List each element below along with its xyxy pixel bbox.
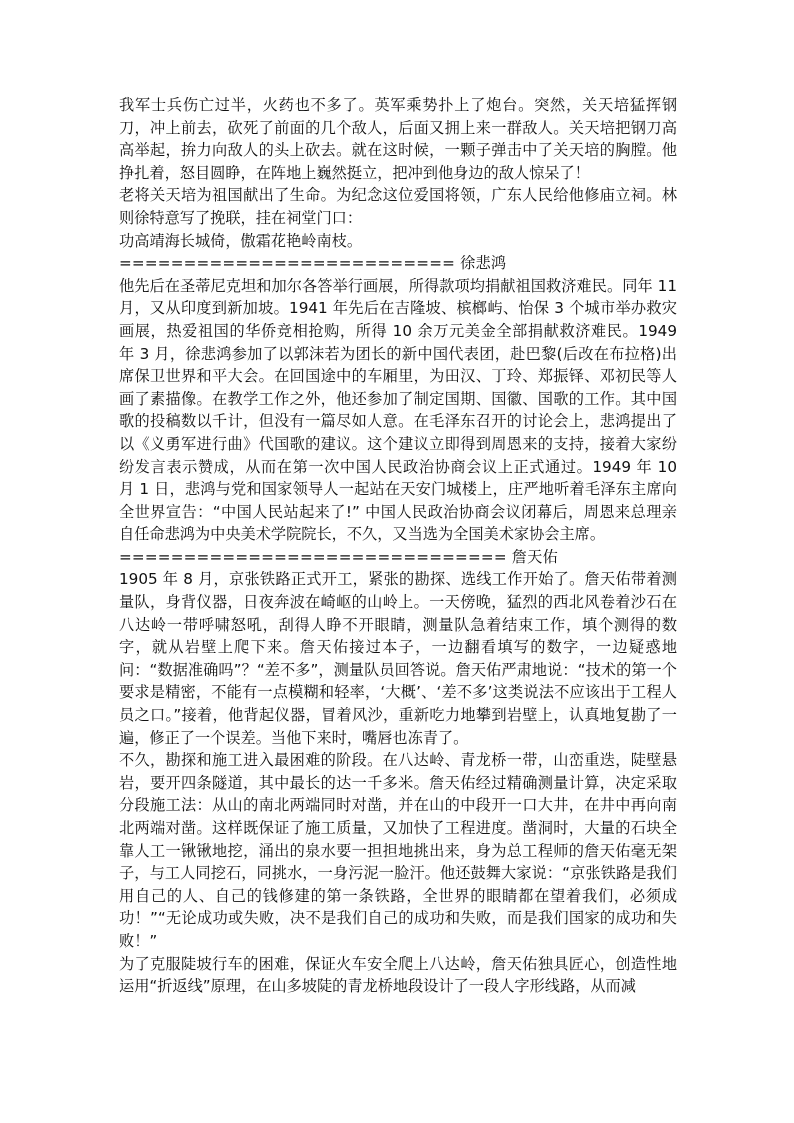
document-page (119, 94, 677, 998)
section-separator-xu-beihong: ========================== 徐悲鸿 (119, 254, 507, 273)
paragraph-zhan-survey: 1905 年 8 月，京张铁路正式开工，紧张的勘探、选线工作开始了。詹天佑带着测量队，身背仪器，日夜奔波在崎岖的山岭上。一天傍晚，猛烈的西北风卷着沙石在八达岭一带呼啸怒吼，刮得人睁不开眼睛，测量队急着结束工作，填个测得的数字，就从岩壁上爬下来。詹天佑接过本子，一边翻看填写的数字，一边疑惑地问：“数据准确吗”？“差不多”，测量队员回答说。詹天佑严肃地说：“技术的第一个要求是精密，不能有一点模糊和轻率，‘大概’、‘差不多’这类说法不应该出于工程人员之口。”接着，他背起仪器，冒着风沙，重新吃力地攀到岩壁上，认真地复勘了一遍，修正了一个误差。当他下来时，嘴唇也冻青了。 (119, 570, 677, 747)
paragraph-couplet: 功高靖海长城倚，傲霜花艳岭南枝。 (119, 231, 362, 250)
paragraph-xu-beihong: 他先后在圣蒂尼克坦和加尔各答举行画展，所得款项均捐献祖国救济难民。同年 11 月，又从印度到新加坡。1941 年先后在吉隆坡、槟榔屿、怡保 3 个城市举办救灾画展，热爱祖国的华侨竞相抢购，所得 10 余万元美金全部捐献救济难民。1949 年 3 月，徐悲鸿参加了以郭沫若为团长的新中国代表团，赴巴黎(后改在布拉格)出席保卫世界和平大会。在回国途中的车厢里，为田汉、丁玲、郑振铎、邓初民等人画了素描像。在教学工作之外，他还参加了制定国期、国徽、国歌的工作。其中国歌的投稿数以千计，但没有一篇尽如人意。在毛泽东召开的讨论会上，悲鸿提出了以《义勇军进行曲》代国歌的建议。这个建议立即得到周恩来的支持，接着大家纷纷发言表示赞成，从而在第一次中国人民政治协商会议上正式通过。1949 年 10 月 1 日，悲鸿与党和国家领导人一起站在天安门城楼上，庄严地听着毛泽东主席向全世界宣告：“中国人民站起来了!” 中国人民政治协商会议闭幕后，周恩来总理亲自任命悲鸿为中央美术学院院长，不久，又当选为全国美术家协会主席。 (119, 276, 677, 544)
section-separator-zhan-tianyou: ============================== 詹天佑 (119, 547, 558, 566)
paragraph-zhan-switchback: 为了克服陡坡行车的困难，保证火车安全爬上八达岭，詹天佑独具匠心，创造性地运用“折返线”原理，在山多坡陡的青龙桥地段设计了一段人字形线路，从而减 (119, 954, 677, 996)
paragraph-zhan-tunnels: 不久，勘探和施工进入最困难的阶段。在八达岭、青龙桥一带，山峦重迭，陡壁悬岩，要开四条隧道，其中最长的达一千多米。詹天佑经过精确测量计算，决定采取分段施工法：从山的南北两端同时对凿，并在山的中段开一口大井，在井中再向南北两端对凿。这样既保证了施工质量，又加快了工程进度。凿洞时，大量的石块全靠人工一锹锹地挖，涌出的泉水要一担担地挑出来，身为总工程师的詹天佑毫无架子，与工人同挖石，同挑水，一身污泥一脸汗。他还鼓舞大家说：“京张铁路是我们用自己的人、自己的钱修建的第一条铁路，全世界的眼睛都在望着我们，必须成功！”“无论成功或失败，决不是我们自己的成功和失败，而是我们国家的成功和失败！” (119, 751, 677, 950)
paragraph-guan-memorial: 老将关天培为祖国献出了生命。为纪念这位爱国将领，广东人民给他修庙立祠。林则徐特意写了挽联，挂在祠堂门口： (119, 186, 677, 227)
paragraph-guan-battle: 我军士兵伤亡过半，火药也不多了。英军乘势扑上了炮台。突然，关天培猛挥钢刀，冲上前去，砍死了前面的几个敌人，后面又拥上来一群敌人。关天培把钢刀高高举起，拚力向敌人的头上砍去。就在这时候，一颗子弹击中了关天培的胸膛。他挣扎着，怒目圆睁，在阵地上巍然挺立，把冲到他身边的敌人惊呆了！ (119, 96, 677, 182)
